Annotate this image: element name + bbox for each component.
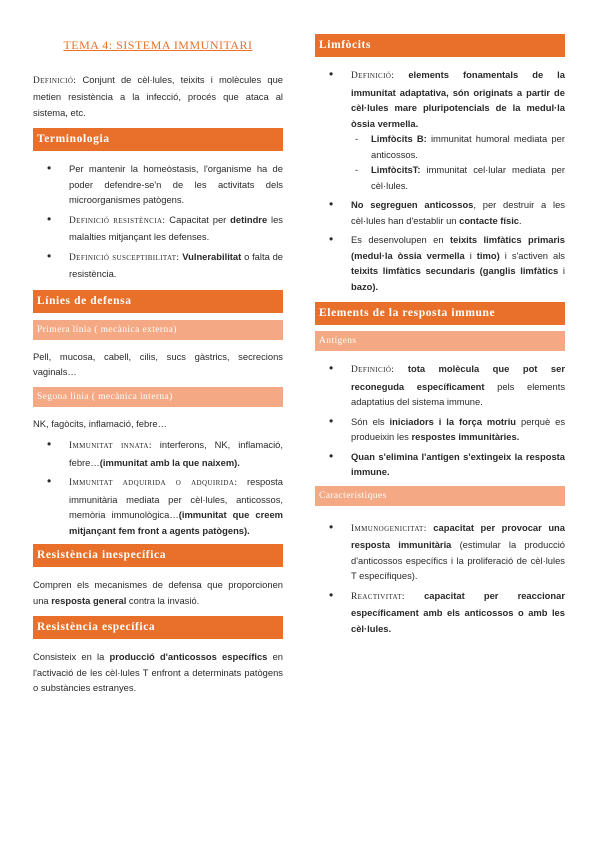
left-column <box>33 0 283 696</box>
list-item: • Definició: tota molècula que pot ser reconeguda específicament pels elements adaptatius del sistema immune. <box>351 361 565 410</box>
especifica-text: Consisteix en la producció d'anticossos específics en l'activació de les cèl·lules T enfront a determinats patògens o substàncies estranyes. <box>33 651 283 693</box>
limfocits-list <box>315 67 565 294</box>
list-item: • Reactivitat: capacitat per reaccionar específicament amb els anticossos o amb les cèl·lules. <box>351 588 565 637</box>
section-linies-heading: Línies de defensa <box>33 290 283 313</box>
terminologia-list <box>33 161 283 282</box>
list-item: • Definició: elements fonamentals de la immunitat adaptativa, són originats a partir de cèl·lules mare pluripotencials de la medul·la òssia vermella. - Limfòcits B: immunitat humoral mediata per anticossos. - LimfòcitsT: immunitat cel·lular mediata per cèl·lules. <box>351 67 565 193</box>
list-item: • Són els iniciadors i la força motriu perquè es produeixin les respostes immunitàries. <box>351 414 565 445</box>
definition-label: Definició: <box>33 75 77 86</box>
section-limfocits-heading: Limfòcits <box>315 34 565 57</box>
caracteristiques-heading: Característiques <box>315 486 565 506</box>
primera-linia-text: Pell, mucosa, cabell, cilis, sucs gàstrics, secrecions vaginals… <box>33 350 283 377</box>
list-item: - Limfòcits B: immunitat humoral mediata per anticossos. <box>371 131 565 162</box>
list-item: • Immunitat adquirida o adquirida: resposta immunitària mediata per cèl·lules, anticossos, memòria immunològica…(immunitat que creem mitjançant fem front a agents patògens). <box>69 474 283 538</box>
section-elements-heading: Elements de la resposta immune <box>315 302 565 325</box>
list-item: • Immunitat innata: interferons, NK, inflamació, febre…(immunitat amb la que naixem). <box>69 437 283 470</box>
segona-linia-list <box>33 437 283 538</box>
intro-definition: Definició: Conjunt de cèl·lules, teixits i molècules que metien resistència a la infecció, procés que ataca al sistema, etc. <box>33 73 283 118</box>
antigens-list <box>315 361 565 480</box>
list-item: • Definició susceptibilitat: Vulnerabilitat o falta de resistència. <box>69 249 283 282</box>
right-column <box>315 0 565 640</box>
inespecifica-text: Compren els mecanismes de defensa que proporcionen una resposta general contra la invasió. <box>33 579 283 606</box>
list-item: • Definició resistència: Capacitat per detindre les malalties mitjançant les defenses. <box>69 212 283 245</box>
list-item: • Immunogenicitat: capacitat per provocar una resposta immunitària (estimular la producció d'anticossos específics i la proliferació de cèl·lules T específiques). <box>351 520 565 584</box>
list-item: • Quan s'elimina l'antigen s'extingeix la resposta immune. <box>351 449 565 480</box>
segona-linia-text: NK, fagòcits, inflamació, febre… <box>33 417 167 429</box>
section-inespecifica-heading: Resistència inespecífica <box>33 544 283 567</box>
list-item: - LimfòcitsT: immunitat cel·lular mediata per cèl·lules. <box>371 162 565 193</box>
list-item: • Per mantenir la homeòstasis, l'organisme ha de poder defendre-se'n de les activitats dels microorganismes patògens. <box>69 161 283 208</box>
primera-linia-heading: Primera línia ( mecànica externa) <box>33 320 283 340</box>
limfocits-types <box>351 131 565 193</box>
segona-linia-heading: Segona línia ( mecànica interna) <box>33 387 283 407</box>
antigens-heading: Antígens <box>315 331 565 351</box>
list-item: • No segreguen anticossos, per destruir a les cèl·lules han d'establir un contacte físic. <box>351 197 565 228</box>
caracteristiques-list <box>315 520 565 637</box>
list-item: • Es desenvolupen en teixits limfàtics primaris (medul·la òssia vermella i timo) i s'activen als teixits limfàtics secundaris (ganglis limfàtics i bazo). <box>351 232 565 294</box>
page-title: TEMA 4: SISTEMA IMMUNITARI <box>63 38 253 52</box>
section-especifica-heading: Resistència específica <box>33 616 283 639</box>
section-terminologia-heading: Terminologia <box>33 128 283 151</box>
